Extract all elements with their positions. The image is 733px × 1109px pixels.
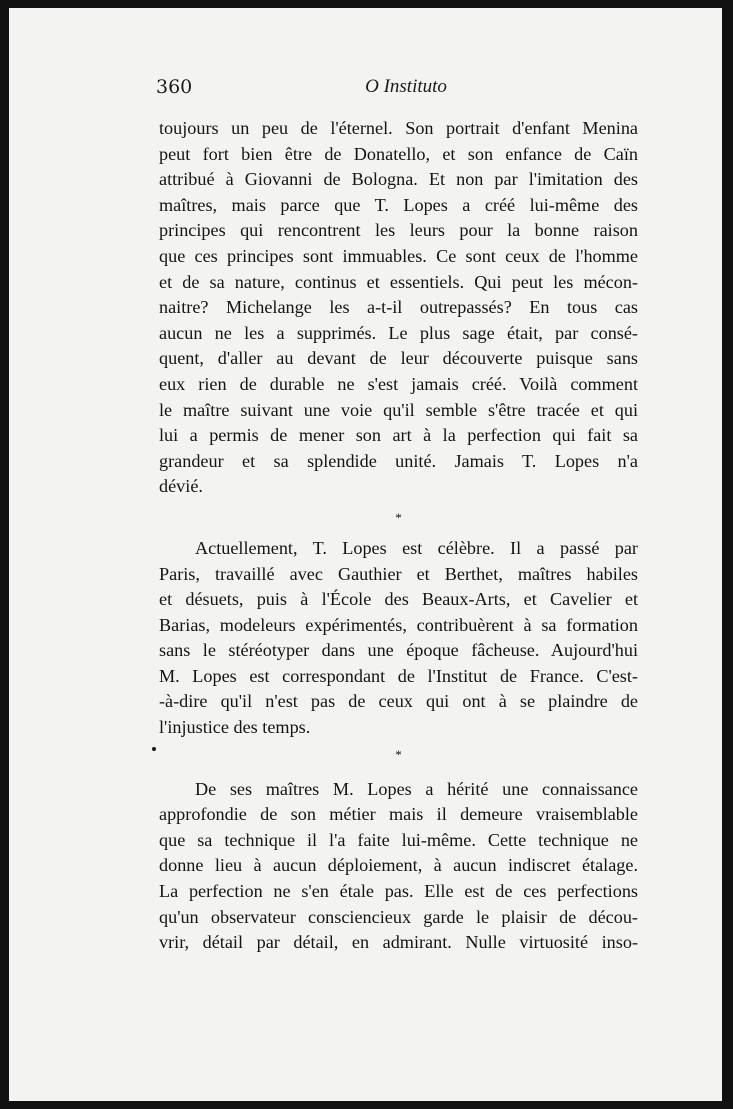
text-line: -à-dire qu'il n'est pas de ceux qui ont à se plaindre de — [159, 691, 638, 712]
text-line: l'injustice des temps. — [159, 717, 311, 738]
text-line: vrir, détail par détail, en admirant. Nulle virtuosité inso- — [159, 932, 638, 953]
text-line: que ces principes sont immuables. Ce sont ceux de l'homme — [159, 245, 638, 266]
text-line: attribué à Giovanni de Bologna. Et non par l'imitation des — [159, 169, 638, 190]
running-head-title: O Instituto — [365, 76, 447, 97]
section-separator: * — [395, 509, 402, 525]
paragraph-2 — [159, 536, 638, 741]
ink-speck — [152, 747, 156, 751]
page-number: 360 — [156, 76, 193, 98]
text-line: lui a permis de mener son art à la perfection qui fait sa — [159, 425, 638, 446]
text-line: eux rien de durable ne s'est jamais créé. Voilà comment — [159, 373, 638, 394]
text-line: approfondie de son métier mais il demeure vraisemblable — [159, 804, 638, 825]
text-line: donne lieu à aucun déploiement, à aucun indiscret étalage. — [159, 855, 638, 876]
book-page — [9, 8, 722, 1101]
text-line: qu'un observateur consciencieux garde le plaisir de décou- — [159, 906, 638, 927]
text-line: naitre? Michelange les a-t-il outrepassés? En tous cas — [159, 297, 638, 318]
text-line: et de sa nature, continus et essentiels. Qui peut les mécon- — [159, 271, 638, 292]
text-line: De ses maîtres M. Lopes a hérité une connaissance — [195, 778, 638, 799]
text-line: Paris, travaillé avec Gauthier et Berthet, maîtres habiles — [159, 563, 638, 584]
text-line: quent, d'aller au devant de leur découverte puisque sans — [159, 348, 638, 369]
text-line: principes qui rencontrent les leurs pour la bonne raison — [159, 220, 638, 241]
text-line: aucun ne les a supprimés. Le plus sage était, par consé- — [159, 322, 638, 343]
section-separator: * — [395, 746, 402, 762]
text-line: dévié. — [159, 476, 203, 497]
text-line: que sa technique il l'a faite lui-même. Cette technique ne — [159, 829, 638, 850]
text-line: toujours un peu de l'éternel. Son portrait d'enfant Menina — [159, 118, 638, 138]
paragraph-spacer — [159, 769, 638, 777]
paragraph-3 — [159, 777, 638, 956]
text-line: Actuellement, T. Lopes est célèbre. Il a passé par — [195, 537, 638, 558]
text-line: Barias, modeleurs expérimentés, contribuèrent à sa formation — [159, 614, 638, 635]
text-line: sans le stéréotyper dans une époque fâcheuse. Aujourd'hui — [159, 640, 638, 661]
text-line: peut fort bien être de Donatello, et son enfance de Caïn — [159, 143, 638, 164]
paragraph-1 — [159, 116, 638, 500]
text-line: M. Lopes est correspondant de l'Institut de France. C'est- — [159, 665, 638, 686]
text-line: le maître suivant une voie qu'il semble s'être tracée et qui — [159, 399, 638, 420]
text-line: et désuets, puis à l'École des Beaux-Arts, et Cavelier et — [159, 589, 638, 610]
text-line: La perfection ne s'en étale pas. Elle est de ces perfections — [159, 881, 638, 902]
text-line: grandeur et sa splendide unité. Jamais T. Lopes n'a — [159, 450, 638, 471]
text-line: maîtres, mais parce que T. Lopes a créé lui-même des — [159, 194, 638, 215]
body-text — [159, 116, 638, 956]
